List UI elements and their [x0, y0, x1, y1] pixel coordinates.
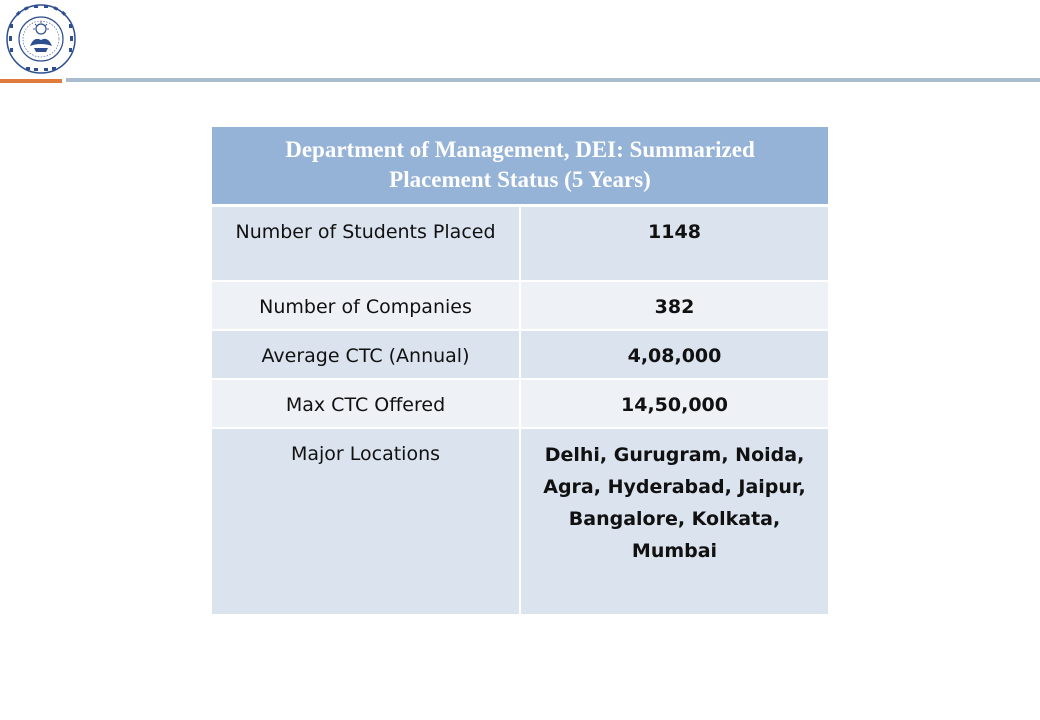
row-value-max-ctc: 14,50,000	[520, 379, 828, 428]
placement-summary-table	[212, 127, 828, 614]
row-value-companies: 382	[520, 281, 828, 330]
row-label-companies: Number of Companies	[212, 281, 520, 330]
row-label-major-locations: Major Locations	[212, 428, 520, 614]
table-row	[212, 330, 828, 379]
header-rule-accent	[0, 79, 62, 83]
table-row	[212, 281, 828, 330]
dei-seal-logo	[4, 2, 78, 76]
row-label-students-placed: Number of Students Placed	[212, 205, 520, 281]
row-value-major-locations: Delhi, Gurugram, Noida, Agra, Hyderabad, Jaipur, Bangalore, Kolkata, Mumbai	[520, 428, 828, 614]
row-label-max-ctc: Max CTC Offered	[212, 379, 520, 428]
row-value-average-ctc: 4,08,000	[520, 330, 828, 379]
table-row	[212, 428, 828, 614]
table-row	[212, 379, 828, 428]
row-value-students-placed: 1148	[520, 205, 828, 281]
table-title: Department of Management, DEI: Summarized Placement Status (5 Years)	[212, 127, 828, 205]
header-rule	[66, 78, 1040, 82]
row-label-average-ctc: Average CTC (Annual)	[212, 330, 520, 379]
table-row	[212, 205, 828, 281]
table-header-row	[212, 127, 828, 205]
